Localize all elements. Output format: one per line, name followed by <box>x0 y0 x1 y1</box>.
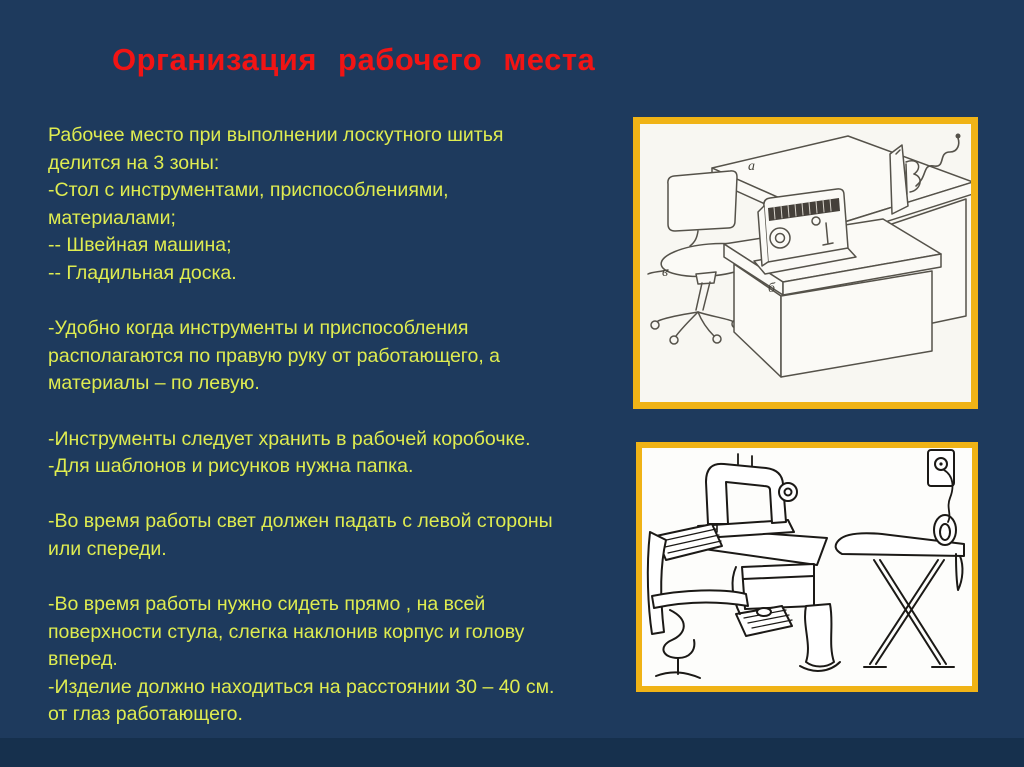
zone-label-b: б <box>768 281 776 296</box>
zone-label-v: в <box>662 265 669 280</box>
workplace-zones-illustration <box>640 124 971 402</box>
figure-workplace-side-view <box>636 442 978 692</box>
footer-bar <box>0 738 1024 767</box>
slide-title: Организация рабочего места <box>112 42 596 77</box>
ironing-board-drawing <box>836 533 964 667</box>
body-text: Рабочее место при выполнении лоскутного шитья делится на 3 зоны: -Стол с инструментами, приспособлениями, материалами; -- Швейная машина; -- Гладильная доска. -Удобно когда инструменты и приспособления располагаются по правую руку от работающего, а материалы – по левую. -Инструменты следует хранить в рабочей коробочке. -Для шаблонов и рисунков нужна папка. -Во время работы свет должен падать с левой стороны или спереди. -Во время работы нужно сидеть прямо , на всей поверхности стула, слегка наклонив корпус и голову вперед. -Изделие должно находиться на расстоянии 30 – 40 см. от глаз работающего. <box>48 124 555 726</box>
figure-workplace-zones <box>633 117 978 409</box>
power-outlet-icon <box>928 450 954 522</box>
zone-label-a: а <box>748 159 755 174</box>
workplace-side-view-illustration <box>642 448 972 686</box>
